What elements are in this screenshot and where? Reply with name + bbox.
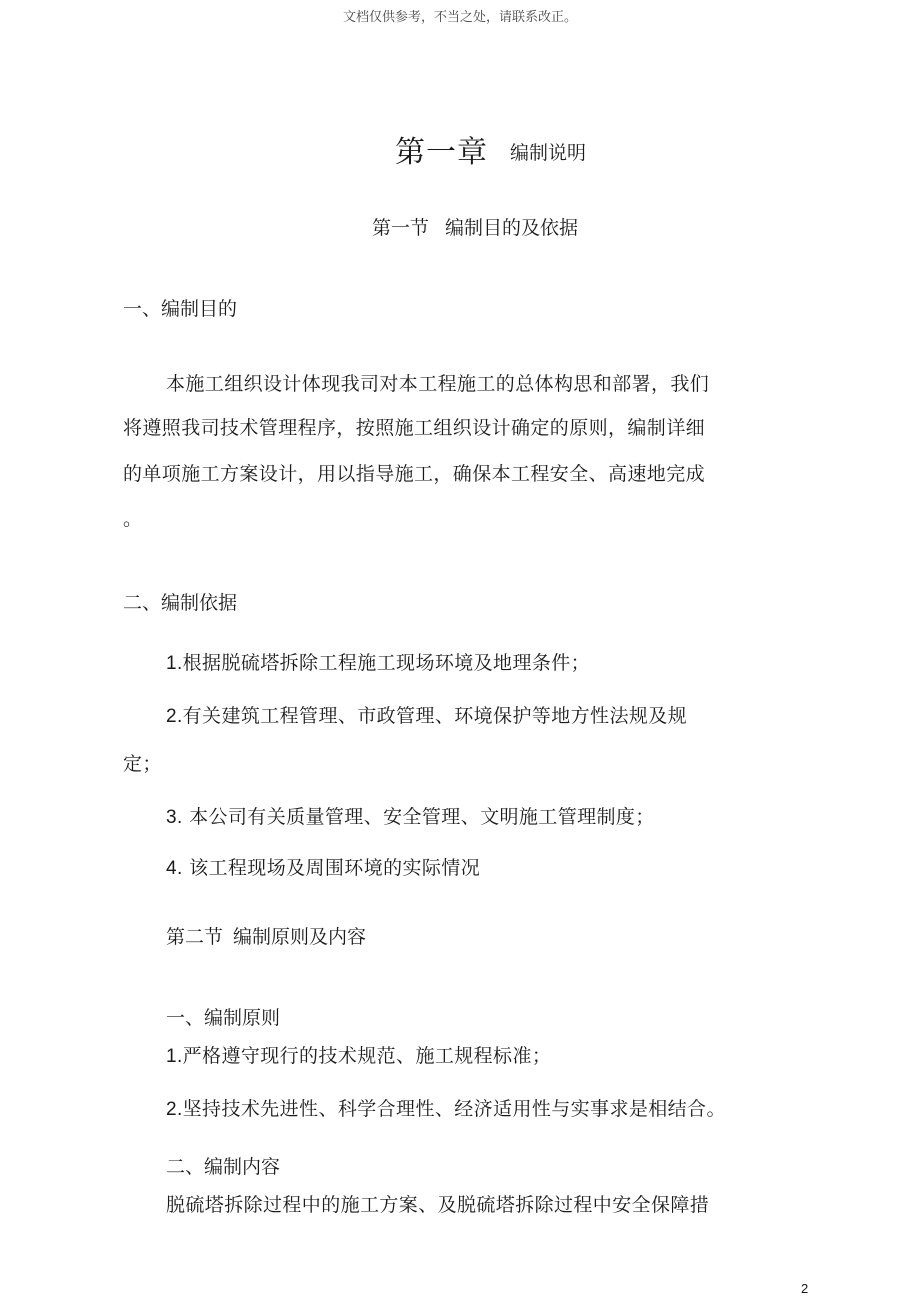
principles-item-1-number: 1.	[166, 1046, 183, 1067]
principles-item-2-number: 2.	[166, 1099, 183, 1120]
page-header-note: 文档仅供参考，不当之处，请联系改正。	[342, 10, 577, 25]
chapter-number: 第一章	[395, 135, 488, 170]
section-1-number: 第一节	[372, 217, 430, 239]
principles-item-1-text: 严格遵守现行的技术规范、施工规程标准；	[182, 1045, 552, 1067]
basis-item-2-number: 2.	[166, 706, 183, 727]
purpose-line-2: 将遵照我司技术管理程序，按照施工组织设计确定的原则，编制详细	[123, 417, 706, 439]
basis-item-3-number: 3.	[166, 807, 183, 828]
section-1-heading	[372, 219, 578, 238]
content-heading: 二、编制内容	[166, 1156, 281, 1178]
basis-item-4-text: 该工程现场及周围环境的实际情况	[182, 857, 481, 879]
basis-item-1-text: 根据脱硫塔拆除工程施工现场环境及地理条件；	[182, 652, 591, 674]
section-2-heading	[166, 928, 366, 947]
principles-heading: 一、编制原则	[166, 1007, 281, 1029]
basis-item-4	[166, 859, 480, 878]
section-1-title: 编制目的及依据	[445, 217, 579, 239]
basis-heading: 二、编制依据	[123, 592, 238, 614]
purpose-line-1: 本施工组织设计体现我司对本工程施工的总体构思和部署，我们	[166, 373, 710, 395]
basis-item-2-continued	[123, 755, 162, 774]
basis-item-2	[166, 707, 687, 726]
purpose-line-3: 的单项施工方案设计，用以指导施工，确保本工程安全、高速地完成	[123, 463, 706, 485]
page-number: 2	[801, 1281, 809, 1296]
basis-item-2-continued-text: 定；	[123, 753, 162, 775]
basis-item-3	[166, 808, 655, 827]
chapter-title: 编制说明	[510, 142, 587, 164]
basis-item-1	[166, 654, 590, 673]
principles-item-2-text: 坚持技术先进性、科学合理性、经济适用性与实事求是相结合。	[182, 1098, 726, 1120]
content-text: 脱硫塔拆除过程中的施工方案、及脱硫塔拆除过程中安全保障措	[166, 1194, 710, 1216]
basis-item-2-text: 有关建筑工程管理、市政管理、环境保护等地方性法规及规	[182, 705, 688, 727]
principles-item-1	[166, 1047, 551, 1066]
basis-item-4-number: 4.	[166, 858, 183, 879]
basis-item-3-text: 本公司有关质量管理、安全管理、文明施工管理制度；	[182, 806, 655, 828]
section-2-number: 第二节	[166, 926, 224, 948]
purpose-line-4: 。	[123, 508, 143, 530]
purpose-heading: 一、编制目的	[123, 298, 238, 320]
basis-item-1-number: 1.	[166, 653, 183, 674]
chapter-heading	[395, 135, 587, 170]
principles-item-2	[166, 1100, 726, 1119]
section-2-title: 编制原则及内容	[233, 926, 367, 948]
